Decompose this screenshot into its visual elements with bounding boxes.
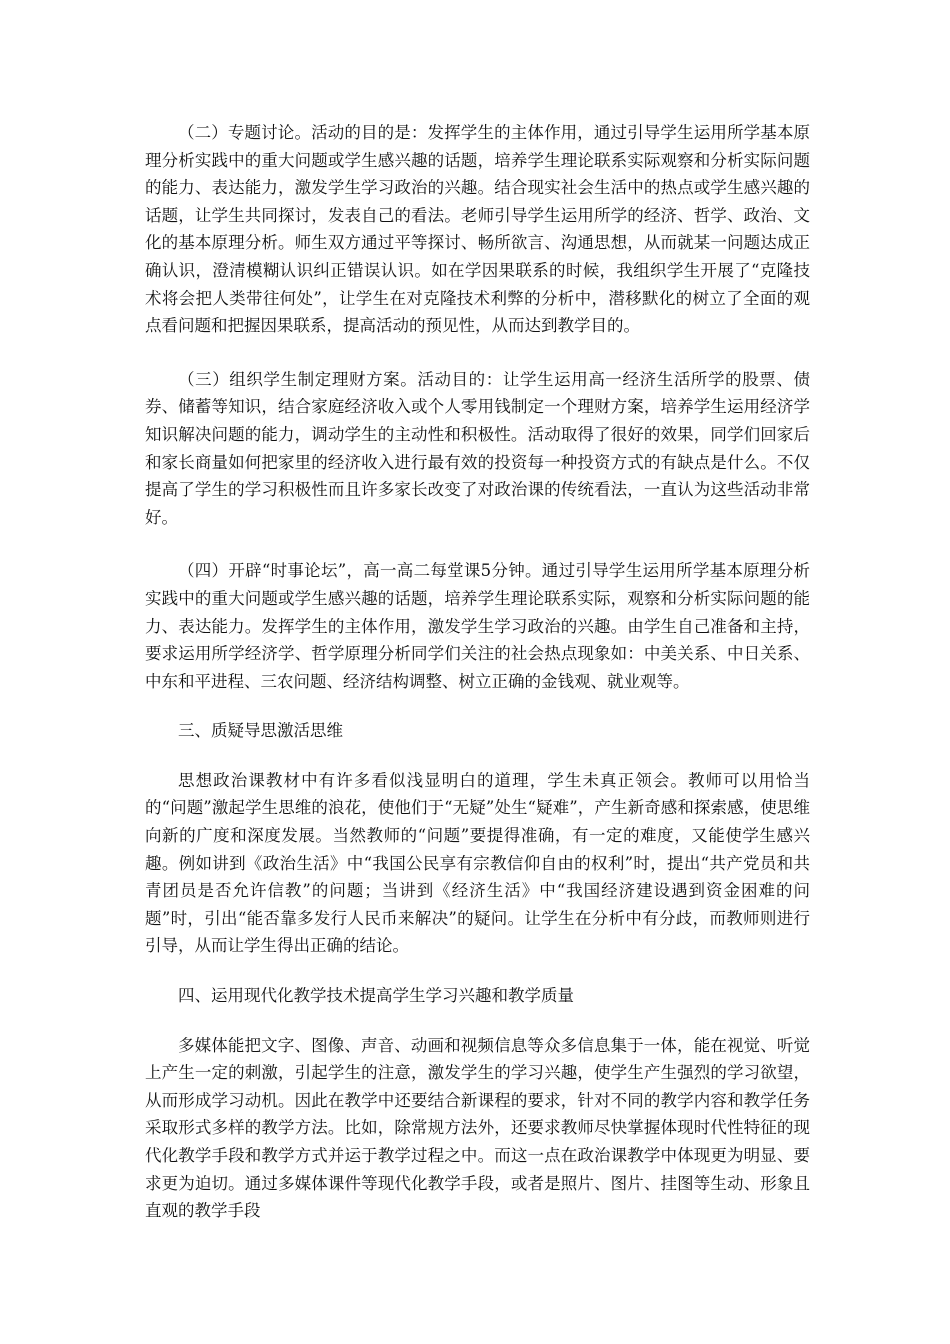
paragraph-questioning: 思想政治课教材中有许多看似浅显明白的道理，学生未真正领会。教师可以用恰当的“问题”激起学生思维的浪花，使他们于“无疑”处生“疑难”，产生新奇感和探索感，使思维向新的广度和深度发展。当然教师的“问题”要提得准确，有一定的难度，又能使学生感兴趣。例如讲到《政治生活》中“我国公民享有宗教信仰自由的权利”时，提出“共产党员和共青团员是否允许信教”的问题；当讲到《经济生活》中“我国经济建设遇到资金困难的问题”时，引出“能否靠多发行人民币来解决”的疑问。让学生在分析中有分歧，而教师则进行引导，从而让学生得出正确的结论。: [145, 770, 810, 956]
paragraph-topic-discussion: （二）专题讨论。活动的目的是：发挥学生的主体作用，通过引导学生运用所学基本原理分析实践中的重大问题或学生感兴趣的话题，培养学生理论联系实际观察和分析实际问题的能力、表达能力，激发学生学习政治的兴趣。结合现实社会生活中的热点或学生感兴趣的话题，让学生共同探讨，发表自己的看法。老师引导学生运用所学的经济、哲学、政治、文化的基本原理分析。师生双方通过平等探讨、畅所欲言、沟通思想，从而就某一问题达成正确认识，澄清模糊认识纠正错误认识。如在学因果联系的时候，我组织学生开展了“克隆技术将会把人类带往何处”，让学生在对克隆技术利弊的分析中，潜移默化的树立了全面的观点看问题和把握因果联系，提高活动的预见性，从而达到教学目的。: [145, 123, 810, 336]
paragraph-spacer: [145, 531, 810, 557]
paragraph-spacer: [145, 695, 810, 717]
document-body: [145, 119, 810, 1225]
paragraph-spacer: [145, 960, 810, 982]
paragraph-spacer: [145, 745, 810, 767]
paragraph-multimedia: 多媒体能把文字、图像、声音、动画和视频信息等众多信息集于一体，能在视觉、听觉上产生一定的刺激，引起学生的注意，激发学生的学习兴趣，使学生产生强烈的学习欲望，从而形成学习动机。因此在教学中还要结合新课程的要求，针对不同的教学内容和教学任务采取形式多样的教学方法。比如，除常规方法外，还要求教师尽快掌握体现时代性特征的现代化教学手段和教学方式并运于教学过程之中。而这一点在政治课教学中体现更为明显、要求更为迫切。通过多媒体课件等现代化教学手段，或者是照片、图片、挂图等生动、形象且直观的教学手段: [145, 1035, 810, 1221]
section-heading-questioning: 三、质疑导思激活思维: [178, 721, 343, 741]
paragraph-spacer: [145, 340, 810, 366]
section-heading-modern-technology: 四、运用现代化教学技术提高学生学习兴趣和教学质量: [178, 986, 574, 1006]
paragraph-current-affairs-forum: （四）开辟“时事论坛”，高一高二每堂课5分钟。通过引导学生运用所学基本原理分析实践中的重大问题或学生感兴趣的话题，培养学生理论联系实际，观察和分析实际问题的能力、表达能力。发挥学生的主体作用，激发学生学习政治的兴趣。由学生自己准备和主持，要求运用所学经济学、哲学原理分析同学们关注的社会热点现象如：中美关系、中日关系、中东和平进程、三农问题、经济结构调整、树立正确的金钱观、就业观等。: [145, 561, 810, 691]
paragraph-financial-plan: （三）组织学生制定理财方案。活动目的：让学生运用高一经济生活所学的股票、债券、储蓄等知识，结合家庭经济收入或个人零用钱制定一个理财方案，培养学生运用经济学知识解决问题的能力，调动学生的主动性和积极性。活动取得了很好的效果，同学们回家后和家长商量如何把家里的经济收入进行最有效的投资每一种投资方式的有缺点是什么。不仅提高了学生的学习积极性而且许多家长改变了对政治课的传统看法，一直认为这些活动非常好。: [145, 369, 810, 527]
paragraph-spacer: [145, 1010, 810, 1032]
